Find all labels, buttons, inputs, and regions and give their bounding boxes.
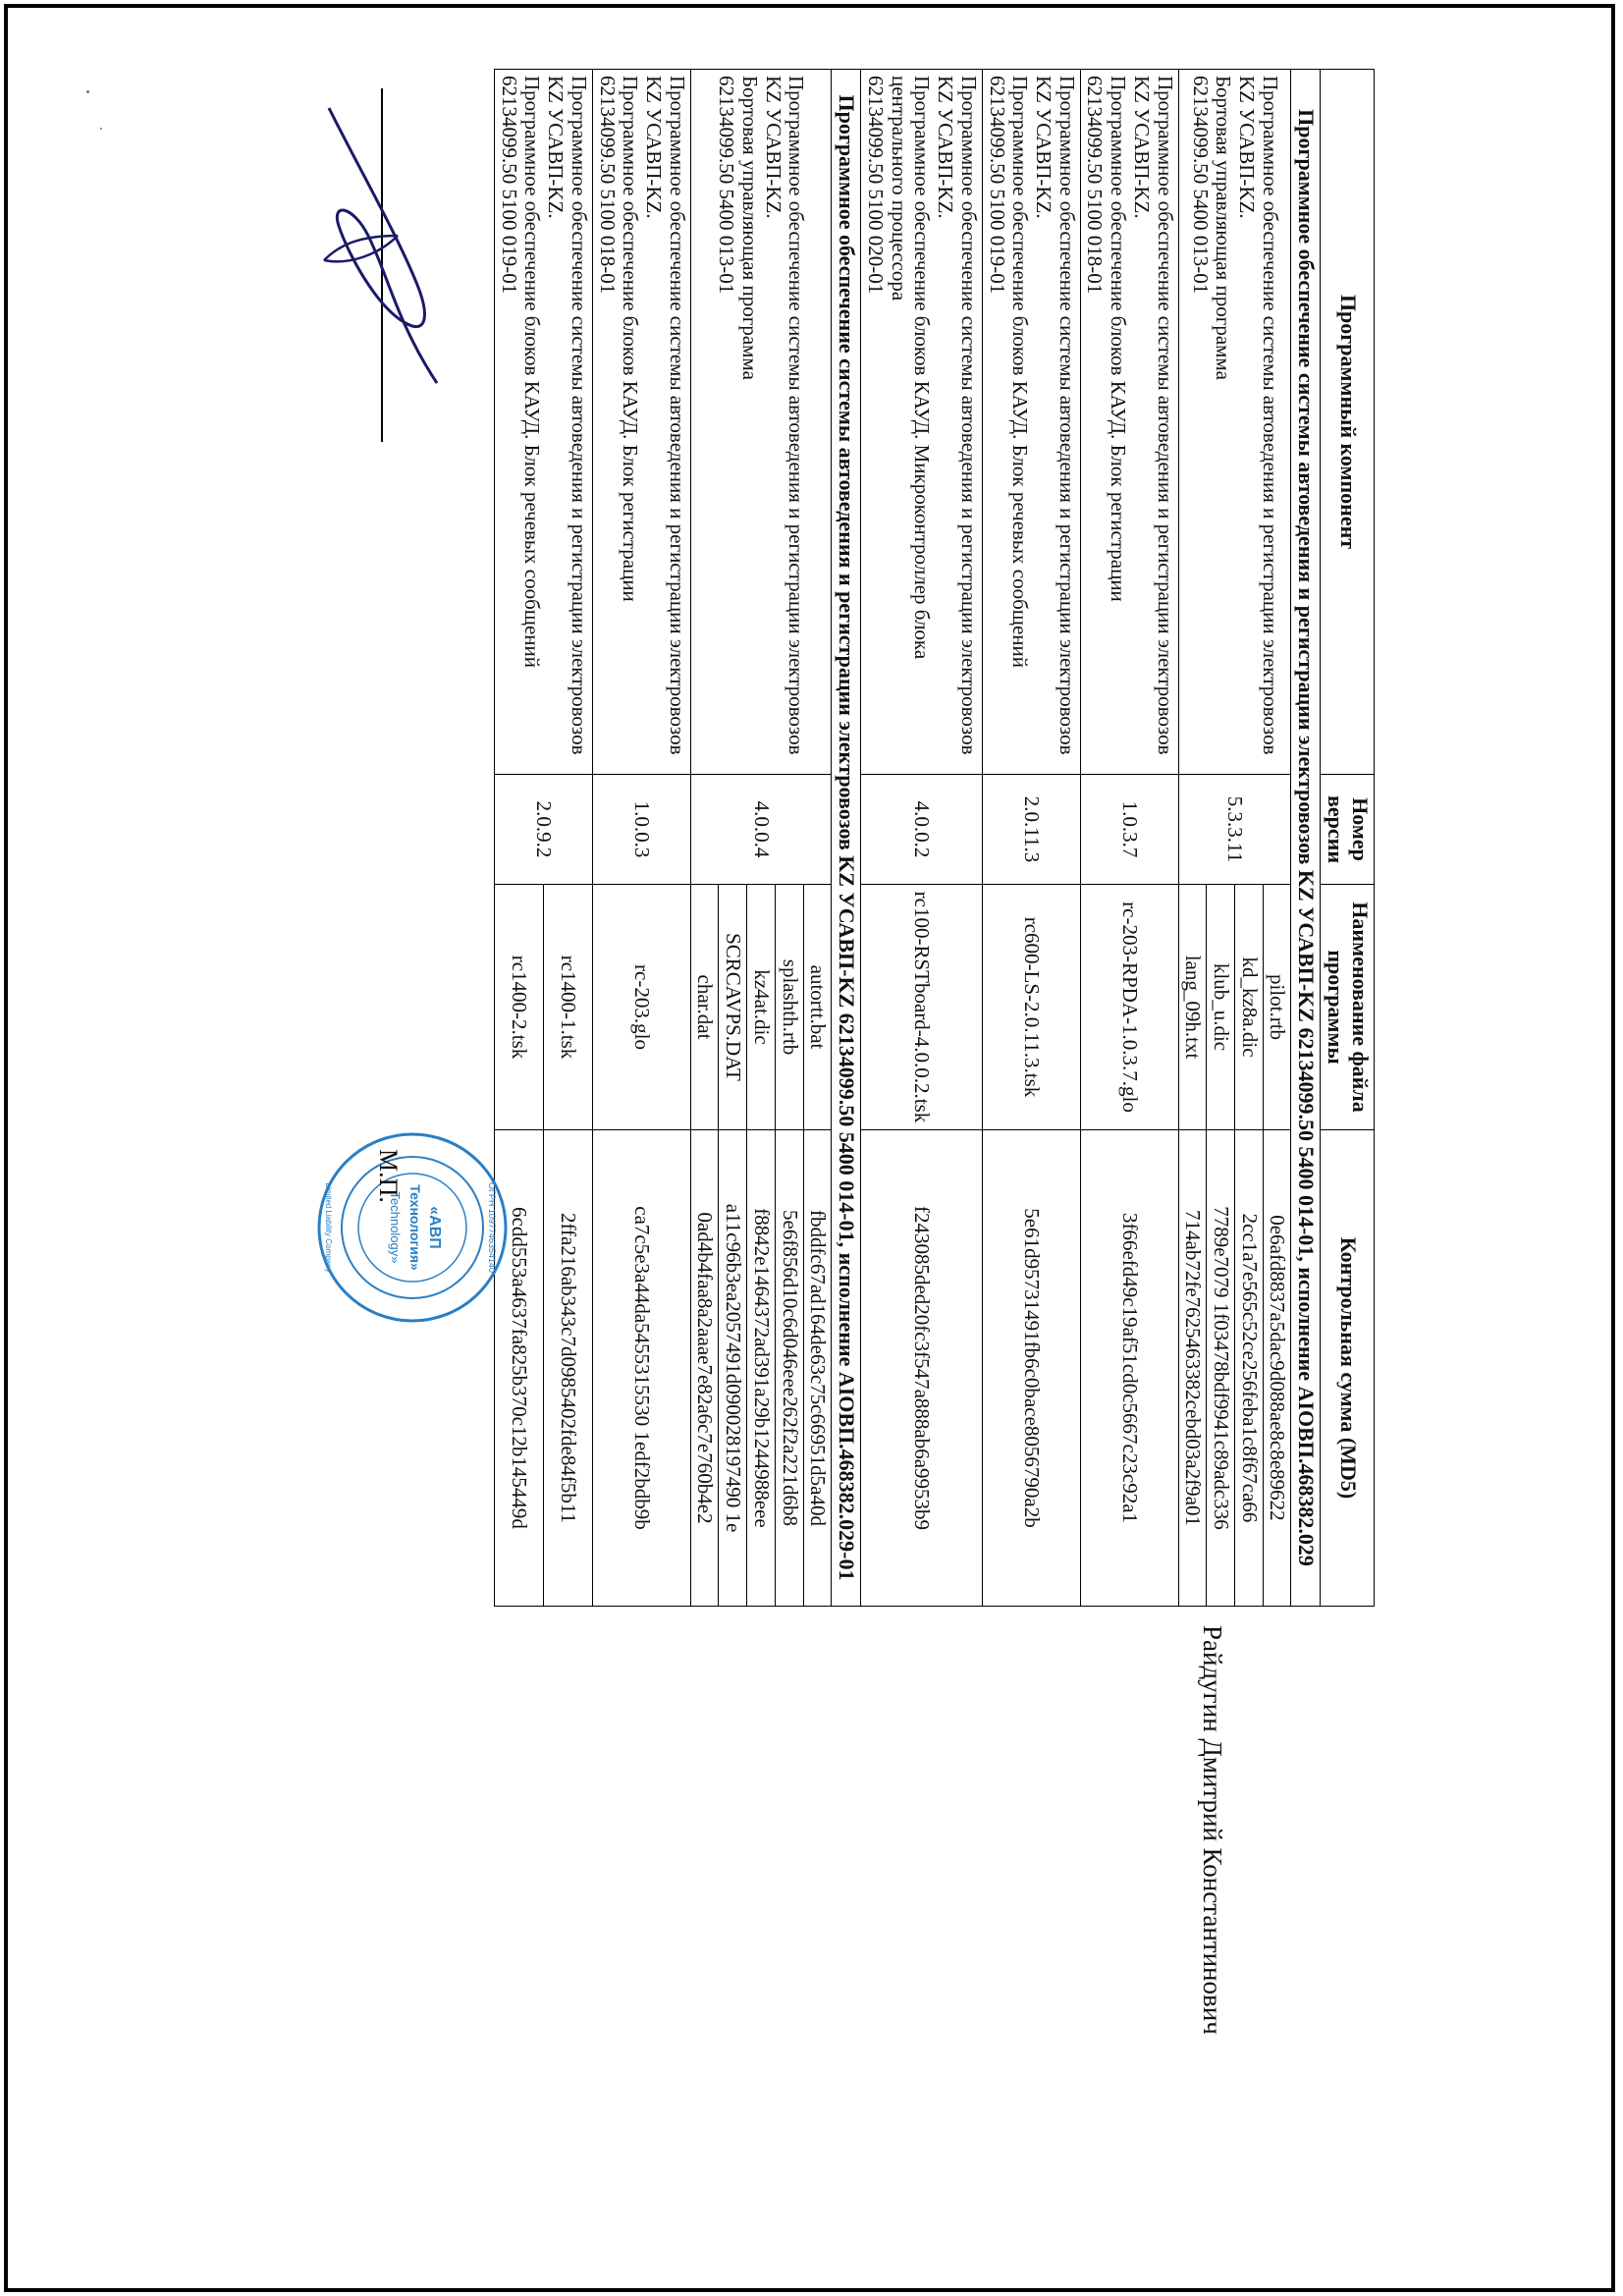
filename-cell: kd_kz8a.dic [1234,885,1263,1130]
component-cell [861,70,983,775]
component-line: Программное обеспечение блоков КАУД. Микроконтроллер блока центрального процессора [887,76,935,660]
filename-cell: rc-203-RPDA-1.0.3.7.glo [1080,885,1178,1130]
component-cell [690,70,832,775]
component-line: 62134099.50 5100 019-01 [985,76,1009,295]
component-line: 62134099.50 5400 013-01 [1188,76,1213,295]
svg-text:Technology»: Technology» [388,1191,403,1264]
filename-cell: kz4at.dic [747,885,776,1130]
table-header-row [1321,70,1375,1607]
component-line: Бортовая управляющая программа [738,76,763,380]
md5-cell: 2cc1a7e565c52ce256feba1c8f67ca66 [1234,1130,1263,1607]
component-line: 62134099.50 5100 020-01 [863,76,888,295]
md5-cell: 3f66efd49c19af51cd0c5667c23c92a1 [1080,1130,1178,1607]
md5-cell: 7789e7079 1f03478bdf9941c89adc336 [1207,1130,1235,1607]
table-row [861,70,983,1607]
filename-cell: rc1400-1.tsk [543,885,592,1130]
md5-cell: 2ffa216ab343c7d0985402fde84f5b11 [543,1130,592,1607]
component-line: Программное обеспечение системы автоведения и регистрации электровозов KZ УСАВП-KZ. [934,76,981,755]
component-cell [1080,70,1178,775]
table-body [495,70,1321,1607]
md5-cell: 5e61d95731491fb6c0bace8056790a2b [982,1130,1080,1607]
svg-text:Технология»: Технология» [407,1184,423,1271]
md5-cell: 0e6afd8837a5dac9d088ae8c8e89622 [1263,1130,1291,1607]
version-cell: 2.0.11.3 [982,775,1080,885]
component-cell [495,70,593,775]
component-line: 62134099.50 5100 018-01 [595,76,620,295]
scan-speck [100,128,102,130]
header-filename: Наименование файла программы [1321,885,1375,1130]
component-line: Бортовая управляющая программа [1212,76,1236,380]
component-line: Программное обеспечение блоков КАУД. Блок речевых сообщений [1008,76,1033,669]
md5-cell: fbddfc67ad164de63c75c66951d5a40d [803,1130,832,1607]
component-line: Программное обеспечение системы автоведения и регистрации электровозов KZ УСАВП-KZ. [642,76,689,755]
header-checksum: Контрольная сумма (MD5) [1321,1130,1375,1607]
md5-cell: 0ad4b4faa8a2aaae7e82a6c7e760b4e2 [690,1130,719,1607]
component-line: Программное обеспечение системы автоведения и регистрации электровозов KZ УСАВП-KZ. [1129,76,1177,755]
filename-cell: pilot.rtb [1263,885,1291,1130]
filename-cell: SCRCAVPS.DAT [719,885,747,1130]
md5-cell: a11c96b3ea2057491d090028197490 1e [719,1130,747,1607]
section-title: Программное обеспечение системы автоведения и регистрации электровозов KZ УСАВП-KZ 62134099.50 5400 014-01, исполнение АІОВП.468382.029 [1291,70,1321,1607]
version-cell: 4.0.0.2 [861,775,983,885]
version-cell: 4.0.0.4 [690,775,832,885]
section-title-row [832,70,861,1607]
component-line: 62134099.50 5100 019-01 [497,76,521,295]
filename-cell: rc-203.glo [592,885,690,1130]
filename-cell: autortt.bat [803,885,832,1130]
header-version: Номер версии [1321,775,1375,885]
table-row [1263,70,1291,1607]
table-row [543,70,592,1607]
component-line: 62134099.50 5100 018-01 [1083,76,1108,295]
header-component: Программный компонент [1321,70,1375,775]
svg-text:Limited Liability Company: Limited Liability Company [324,1182,333,1273]
stamp-label: М.П. [374,1149,403,1203]
scan-speck [86,90,89,93]
filename-cell: lang_09h.txt [1178,885,1207,1130]
filename-cell: splashth.rtb [775,885,803,1130]
table-row [982,70,1080,1607]
component-line: Программное обеспечение блоков КАУД. Блок регистрации [619,76,643,602]
filename-cell: rc1400-2.tsk [495,885,544,1130]
component-line: Программное обеспечение системы автоведения и регистрации электровозов KZ УСАВП-KZ. [1031,76,1079,755]
component-line: 62134099.50 5400 013-01 [715,76,739,295]
svg-text:ОГРН 1097746354140: ОГРН 1097746354140 [487,1182,497,1273]
component-cell [982,70,1080,775]
component-line: Программное обеспечение системы автоведения и регистрации электровозов KZ УСАВП-KZ. [761,76,809,755]
table-row [1080,70,1178,1607]
rotated-sheet [304,69,1375,2224]
component-cell [1178,70,1291,775]
filename-cell: klub_u.dic [1207,885,1235,1130]
software-checksum-table [494,69,1375,1607]
section-title: Программное обеспечение системы автоведения и регистрации электровозов KZ УСАВП-KZ 62134099.50 5400 014-01, исполнение АІОВП.468382.029-01 [832,70,861,1607]
handwritten-signature [309,88,457,422]
component-line: Программное обеспечение блоков КАУД. Блок регистрации [1107,76,1131,602]
md5-cell: ca7c5e3a44da5455315530 1edf2bdb9b [592,1130,690,1607]
filename-cell: rc100-RSTboard-4.0.0.2.tsk [861,885,983,1130]
signer-name: Райдугин Дмитрий Константинович [1198,1625,1227,2035]
md5-cell: f243085ded20fc3f547a888ab6a9953b9 [861,1130,983,1607]
version-cell: 5.3.3.11 [1178,775,1291,885]
filename-cell: rc600-LS-2.0.11.3.tsk [982,885,1080,1130]
md5-cell: 5e6f856d10c6d046eee262f2a221d6b8 [775,1130,803,1607]
company-seal [314,1129,511,1326]
component-line: Программное обеспечение системы автоведения и регистрации электровозов KZ УСАВП-KZ. [1235,76,1282,755]
version-cell: 1.0.0.3 [592,775,690,885]
version-cell: 1.0.3.7 [1080,775,1178,885]
section-title-row [1291,70,1321,1607]
md5-cell: 714ab72fe7625463382cebd03a2f9a01 [1178,1130,1207,1607]
md5-cell: 6cdd553a4637fa825b370c12b145449d [495,1130,544,1607]
component-line: Программное обеспечение блоков КАУД. Блок речевых сообщений [520,76,545,669]
table-row [803,70,832,1607]
svg-text:«АВП: «АВП [426,1206,443,1249]
version-cell: 2.0.9.2 [495,775,593,885]
table-row [592,70,690,1607]
md5-cell: f8842e1464372ad391a29b1244988eee [747,1130,776,1607]
component-cell [592,70,690,775]
filename-cell: char.dat [690,885,719,1130]
component-line: Программное обеспечение системы автоведения и регистрации электровозов KZ УСАВП-KZ. [544,76,591,755]
